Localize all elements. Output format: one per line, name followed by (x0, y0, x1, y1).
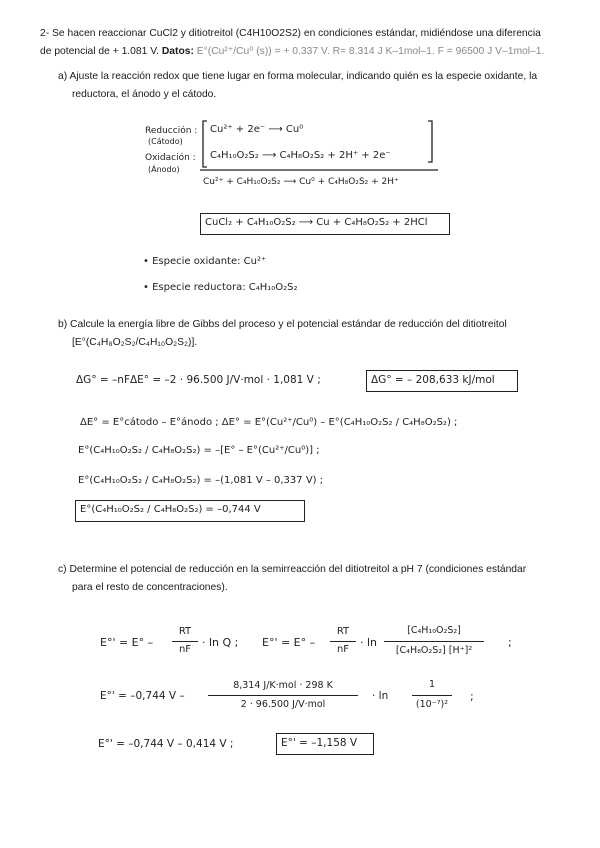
reduction-half-reaction: Cu²⁺ + 2e⁻ ⟶ Cu⁰ (210, 124, 304, 135)
nernst-general-tail: · ln Q ; (202, 636, 239, 649)
semicolon-1: ; (508, 636, 512, 649)
part-c-line2: para el resto de concentraciones). (72, 582, 228, 593)
problem-potential-text: de potencial de + 1.081 V. (40, 46, 159, 57)
nernst-general-rt: RT (178, 626, 192, 637)
nernst-specific-nf: nF (336, 644, 350, 655)
fraction-bar (208, 695, 358, 696)
fraction-bar (330, 641, 356, 642)
catodo-label: (Cátodo) (148, 137, 183, 146)
fraction-bar (384, 641, 484, 642)
calc-numerator: 8,314 J/K·mol · 298 K (233, 680, 333, 691)
calc-lhs: E°' = –0,744 V – (100, 690, 185, 702)
calc-denominator: 2 · 96.500 J/V·mol (240, 699, 326, 710)
gibbs-equation: ΔG° = –nFΔE° = –2 · 96.500 J/V·mol · 1,081 V ; (76, 374, 321, 386)
molecular-equation-box (200, 213, 450, 235)
fraction-bar (172, 641, 198, 642)
oxidant-species: • Especie oxidante: Cu²⁺ (143, 256, 267, 267)
e-numeric: E°(C₄H₁₀O₂S₂ / C₄H₈O₂S₂) = –(1,081 V – 0,337 V) ; (78, 475, 324, 486)
e-result-box (75, 500, 305, 522)
nernst-specific-ln: · ln (360, 636, 378, 649)
e-result: E°(C₄H₁₀O₂S₂ / C₄H₈O₂S₂) = –0,744 V (80, 504, 261, 515)
nernst-general-nf: nF (178, 644, 192, 655)
global-ionic-equation: Cu²⁺ + C₄H₁₀O₂S₂ ⟶ Cu⁰ + C₄H₈O₂S₂ + 2H⁺ (203, 177, 399, 187)
q-numerator: [C₄H₁₀O₂S₂] (407, 625, 461, 636)
datos-label: Datos: (161, 46, 194, 57)
gibbs-result-box (366, 370, 518, 392)
anodo-label: (Ánodo) (148, 165, 180, 174)
part-b-line2: [E°(C₄H₈O₂S₂/C₄H₁₀O₂S₂)]. (72, 337, 198, 348)
final-calc: E°' = –0,744 V – 0,414 V ; (98, 738, 234, 750)
final-result-box (276, 733, 374, 755)
part-b-line1: b) Calcule la energía libre de Gibbs del proceso y el potencial estándar de reducción del ditiotreitol (58, 319, 507, 330)
part-c-line1: c) Determine el potencial de reducción en la semirreacción del ditiotreitol a pH 7 (condiciones estándar (58, 564, 527, 575)
semicolon-2: ; (470, 690, 474, 703)
calc-ln-numerator: 1 (428, 679, 436, 690)
datos-values: E°(Cu²⁺/Cu⁰ (s)) = + 0.337 V. R= 8.314 J K–1mol–1. F = 96500 J V–1mol–1. (196, 46, 545, 57)
part-a-line1: a) Ajuste la reacción redox que tiene lugar en forma molecular, indicando quién es la especie oxidante, la (58, 71, 538, 82)
fraction-bar (412, 695, 452, 696)
problem-intro-line1: 2- Se hacen reaccionar CuCl2 y ditiotreitol (C4H10O2S2) en condiciones estándar, midiéndose una diferencia (40, 28, 541, 39)
reducing-species: • Especie reductora: C₄H₁₀O₂S₂ (143, 282, 298, 293)
nernst-specific-rt: RT (336, 626, 350, 637)
calc-ln-denominator: (10⁻⁷)² (415, 699, 449, 710)
delta-e-equation: ΔE° = E°cátodo – E°ánodo ; ΔE° = E°(Cu²⁺/Cu⁰) – E°(C₄H₁₀O₂S₂ / C₄H₈O₂S₂) ; (80, 417, 458, 428)
nernst-general-lhs: E°' = E° – (100, 636, 154, 649)
nernst-specific-lhs: E°' = E° – (262, 636, 316, 649)
q-denominator: [C₄H₈O₂S₂] [H⁺]² (395, 645, 473, 656)
e-expression: E°(C₄H₁₀O₂S₂ / C₄H₈O₂S₂) = –[E° – E°(Cu²⁺/Cu⁰)] ; (78, 445, 320, 456)
oxidation-half-reaction: C₄H₁₀O₂S₂ ⟶ C₄H₈O₂S₂ + 2H⁺ + 2e⁻ (210, 150, 391, 161)
molecular-equation: CuCl₂ + C₄H₁₀O₂S₂ ⟶ Cu + C₄H₈O₂S₂ + 2HCl (205, 217, 428, 228)
gibbs-result: ΔG° = – 208,633 kJ/mol (371, 374, 495, 386)
final-result: E°' = –1,158 V (281, 737, 358, 749)
oxidacion-label: Oxidación : (145, 153, 196, 163)
calc-ln: · ln (372, 690, 389, 702)
reduccion-label: Reducción : (145, 126, 198, 136)
part-a-line2: reductora, el ánodo y el cátodo. (72, 89, 217, 100)
